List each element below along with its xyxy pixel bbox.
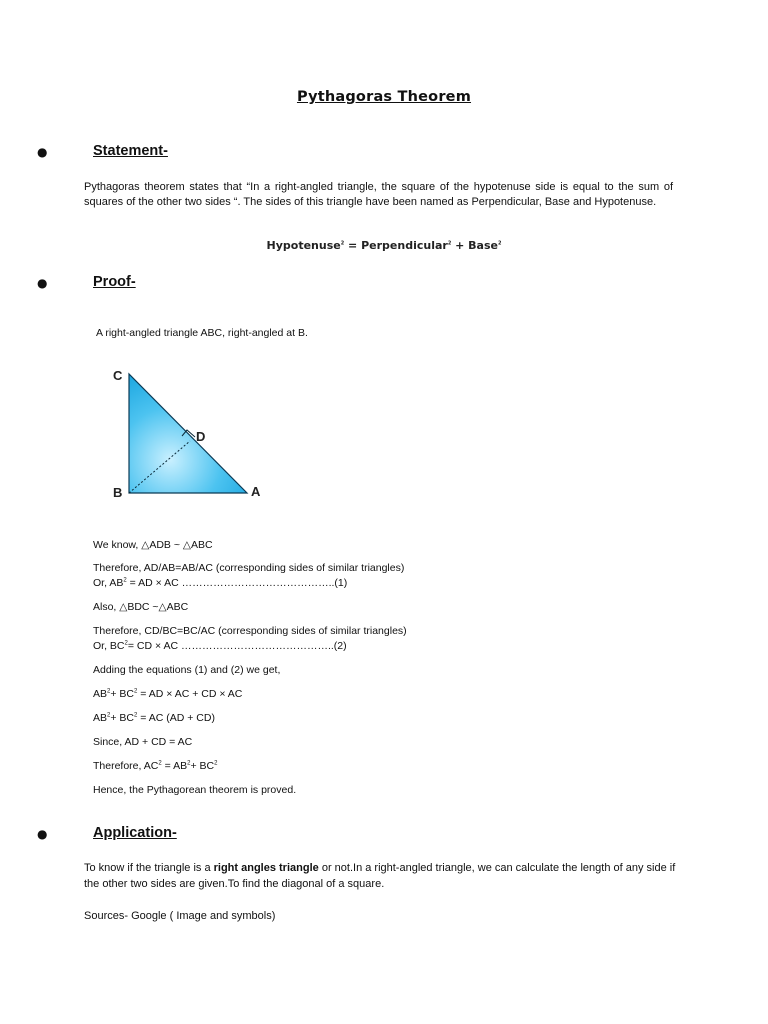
formula-square-1: 2 <box>340 240 345 247</box>
proof-step-12: Hence, the Pythagorean theorem is proved. <box>93 784 297 796</box>
bullet-application: ● <box>37 827 48 841</box>
triangle-diagram <box>96 362 276 507</box>
label-d: D <box>196 429 206 444</box>
bullet-proof: ● <box>37 276 48 290</box>
proof-intro: A right-angled triangle ABC, right-angled at B. <box>96 327 308 339</box>
pythagoras-formula <box>0 239 768 252</box>
application-bold-phrase: right angles triangle <box>213 862 319 874</box>
proof-step-7: Adding the equations (1) and (2) we get, <box>93 664 281 676</box>
bullet-statement: ● <box>37 145 48 159</box>
proof-step-8: $AB^2+ BC^2$ = AD × AC + CD × AC <box>93 688 243 700</box>
sources-note: Sources- Google ( Image and symbols) <box>84 910 276 922</box>
label-a: A <box>251 484 261 499</box>
proof-step-6: Or, $BC^2=$ CD × AC ……………………………………..(2) <box>93 640 347 652</box>
proof-step-5: Therefore, CD/BC=BC/AC (corresponding sides of similar triangles) <box>93 625 407 637</box>
proof-step-11: Therefore, $AC^2 = AB^2+ BC^2$ <box>93 760 218 772</box>
label-c: C <box>113 368 123 383</box>
heading-application: Application- <box>93 825 177 841</box>
formula-hypotenuse: Hypotenuse <box>266 239 341 252</box>
proof-step-3: Or, $AB^2$ = AD × AC ……………………………………..(1) <box>93 577 348 589</box>
page-title: Pythagoras Theorem <box>296 89 472 105</box>
heading-statement: Statement- <box>93 143 168 159</box>
heading-proof: Proof- <box>93 274 136 290</box>
proof-step-2: Therefore, AD/AB=AB/AC (corresponding sides of similar triangles) <box>93 562 405 574</box>
formula-perpendicular: = Perpendicular <box>344 239 448 252</box>
formula-square-2: 2 <box>447 240 452 247</box>
label-b: B <box>113 485 123 500</box>
proof-step-10: Since, AD + CD = AC <box>93 736 193 748</box>
formula-base: + Base <box>451 239 498 252</box>
triangle-abc <box>129 374 247 493</box>
proof-step-1: We know, △ADB ~ △ABC <box>93 539 213 551</box>
proof-step-9: $AB^2+ BC^2$ = AC (AD + CD) <box>93 712 215 724</box>
formula-square-3: 2 <box>498 240 502 247</box>
application-text: To know if the triangle is a right angles triangle or not.In a right-angled triangle, we can calculate the length of any side if the other two sides are given.To find the diagonal of a square. <box>84 862 676 890</box>
statement-text: Pythagoras theorem states that “In a right-angled triangle, the square of the hypotenuse side is equal to the sum of squares of the other two sides “. The sides of this triangle have been named as Perpendicular, Base and Hypotenuse. <box>84 181 673 208</box>
proof-step-4: Also, △BDC ~△ABC <box>93 601 189 613</box>
